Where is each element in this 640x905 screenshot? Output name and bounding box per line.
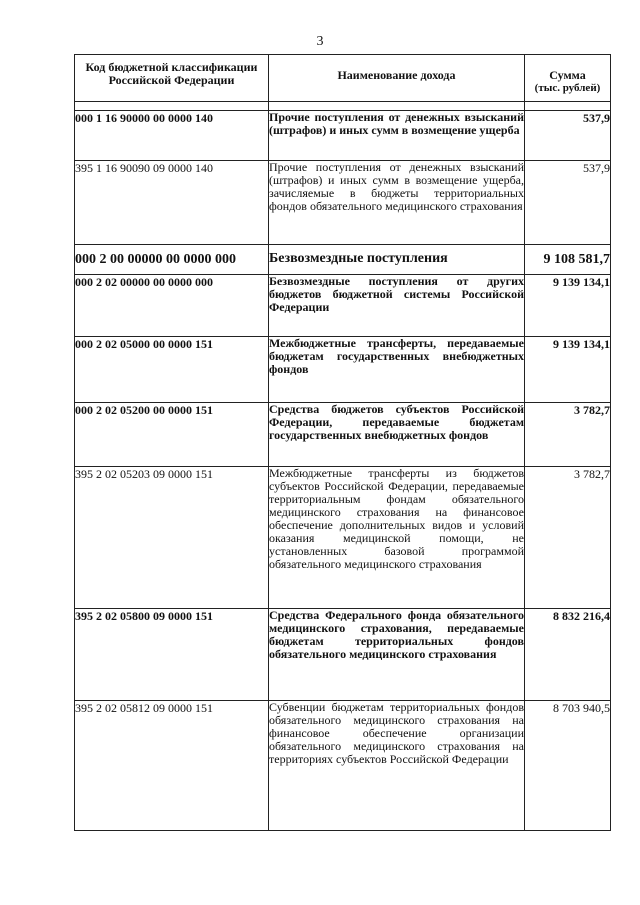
row-code: 000 1 16 90000 00 0000 140	[75, 111, 269, 161]
table-row	[75, 161, 611, 245]
row-code: 395 2 02 05203 09 0000 151	[75, 467, 269, 609]
header-sum-label: Сумма	[549, 68, 586, 82]
header-sum-unit: (тыс. рублей)	[534, 82, 601, 94]
row-name: Межбюджетные трансферты из бюджетов субъектов Российской Федерации, передаваемые территориальным фондам обязательного медицинского страхования на финансовое обеспечение дополнительных видов и условий оказания медицинской помощи, не установленных базовой программой обязательного медицинского страхования	[269, 467, 525, 609]
table-row	[75, 275, 611, 337]
row-name: Средства бюджетов субъектов Российской Федерации, передаваемые бюджетам государственных внебюджетных фондов	[269, 403, 525, 467]
row-sum: 9 139 134,1	[525, 337, 611, 403]
row-code: 395 2 02 05800 09 0000 151	[75, 609, 269, 701]
table-row	[75, 403, 611, 467]
row-sum: 8 832 216,4	[525, 609, 611, 701]
row-name: Безвозмездные поступления от других бюджетов бюджетной системы Российской Федерации	[269, 275, 525, 337]
row-sum: 537,9	[525, 161, 611, 245]
table-header-row	[75, 55, 611, 102]
row-code: 000 2 02 05200 00 0000 151	[75, 403, 269, 467]
row-code: 395 1 16 90090 09 0000 140	[75, 161, 269, 245]
table-row	[75, 337, 611, 403]
row-name: Средства Федерального фонда обязательного медицинского страхования, передаваемые бюджетам территориальных фондов обязательного медицинского страхования	[269, 609, 525, 701]
revenue-table	[74, 54, 611, 831]
row-name: Прочие поступления от денежных взысканий (штрафов) и иных сумм в возмещение ущерба, зачисляемые в бюджеты территориальных фондов обязательного медицинского страхования	[269, 161, 525, 245]
row-sum: 9 108 581,7	[525, 245, 611, 275]
row-name: Прочие поступления от денежных взысканий (штрафов) и иных сумм в возмещение ущерба	[269, 111, 525, 161]
header-name: Наименование дохода	[269, 55, 525, 102]
page-number: 3	[316, 34, 324, 49]
table-row	[75, 609, 611, 701]
header-sum	[525, 55, 611, 102]
table-row	[75, 111, 611, 161]
row-name: Безвозмездные поступления	[269, 245, 525, 275]
row-name: Субвенции бюджетам территориальных фондов обязательного медицинского страхования на финансовое обеспечение организации обязательного медицинского страхования на территориях субъектов Российской Федерации	[269, 701, 525, 831]
row-code: 000 2 02 00000 00 0000 000	[75, 275, 269, 337]
row-code: 000 2 00 00000 00 0000 000	[75, 245, 269, 275]
row-code: 000 2 02 05000 00 0000 151	[75, 337, 269, 403]
row-code: 395 2 02 05812 09 0000 151	[75, 701, 269, 831]
row-sum: 3 782,7	[525, 467, 611, 609]
row-sum: 9 139 134,1	[525, 275, 611, 337]
row-sum: 8 703 940,5	[525, 701, 611, 831]
table-row	[75, 701, 611, 831]
row-name: Межбюджетные трансферты, передаваемые бюджетам государственных внебюджетных фондов	[269, 337, 525, 403]
header-code: Код бюджетной классификации Российской Федерации	[75, 55, 269, 102]
row-sum: 537,9	[525, 111, 611, 161]
table-row	[75, 245, 611, 275]
row-sum: 3 782,7	[525, 403, 611, 467]
table-row	[75, 467, 611, 609]
